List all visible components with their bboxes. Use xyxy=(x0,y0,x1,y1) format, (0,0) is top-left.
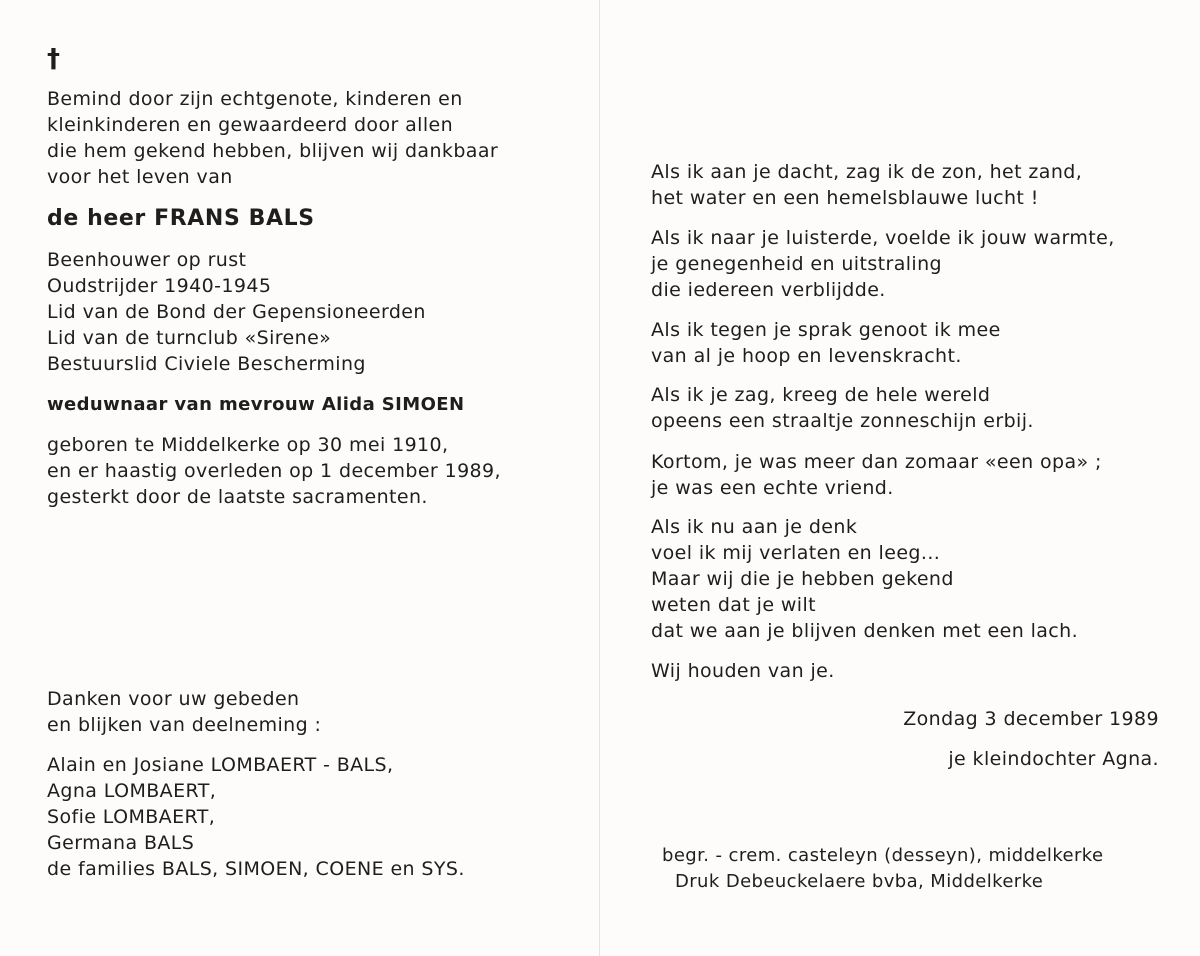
closing-date: Zondag 3 december 1989 xyxy=(903,708,1159,730)
intro-line: Bemind door zijn echtgenote, kinderen en xyxy=(47,88,463,110)
intro-line: die hem gekend hebben, blijven wij dankbaar xyxy=(47,140,499,162)
signature: je kleindochter Agna. xyxy=(948,748,1159,770)
family-line: Germana BALS xyxy=(47,832,195,854)
poem-line: die iedereen verblijdde. xyxy=(651,279,886,301)
poem-line: Als ik tegen je sprak genoot ik mee xyxy=(651,319,1001,341)
card-fold-line xyxy=(599,0,600,956)
poem-line: het water en een hemelsblauwe lucht ! xyxy=(651,187,1039,209)
poem-line: je was een echte vriend. xyxy=(651,477,894,499)
family-line: Sofie LOMBAERT, xyxy=(47,806,216,828)
family-line: de families BALS, SIMOEN, COENE en SYS. xyxy=(47,858,465,880)
poem-line: Als ik aan je dacht, zag ik de zon, het zand, xyxy=(651,161,1083,183)
widower-line: weduwnaar van mevrouw Alida SIMOEN xyxy=(47,394,465,415)
printer-line: begr. - crem. casteleyn (desseyn), middelkerke xyxy=(662,845,1104,866)
poem-line: weten dat je wilt xyxy=(651,594,816,616)
printer-line: Druk Debeuckelaere bvba, Middelkerke xyxy=(675,871,1044,892)
life-line: en er haastig overleden op 1 december 1989, xyxy=(47,460,501,482)
poem-line: van al je hoop en levenskracht. xyxy=(651,345,962,367)
poem-line: Als ik je zag, kreeg de hele wereld xyxy=(651,384,991,406)
role-line: Lid van de turnclub «Sirene» xyxy=(47,327,332,349)
poem-line: Kortom, je was meer dan zomaar «een opa» ; xyxy=(651,451,1102,473)
cross-symbol: † xyxy=(47,44,61,74)
life-line: geboren te Middelkerke op 30 mei 1910, xyxy=(47,434,449,456)
intro-line: voor het leven van xyxy=(47,166,233,188)
role-line: Oudstrijder 1940-1945 xyxy=(47,275,272,297)
role-line: Beenhouwer op rust xyxy=(47,249,247,271)
intro-line: kleinkinderen en gewaardeerd door allen xyxy=(47,114,454,136)
thanks-line: en blijken van deelneming : xyxy=(47,714,322,736)
poem-line: je genegenheid en uitstraling xyxy=(651,253,942,275)
role-line: Lid van de Bond der Gepensioneerden xyxy=(47,301,426,323)
poem-line: Als ik nu aan je denk xyxy=(651,516,858,538)
role-line: Bestuurslid Civiele Bescherming xyxy=(47,353,366,375)
family-line: Alain en Josiane LOMBAERT - BALS, xyxy=(47,754,394,776)
poem-line: Als ik naar je luisterde, voelde ik jouw warmte, xyxy=(651,227,1115,249)
poem-line: opeens een straaltje zonneschijn erbij. xyxy=(651,410,1034,432)
deceased-name: de heer FRANS BALS xyxy=(47,206,315,231)
thanks-line: Danken voor uw gebeden xyxy=(47,688,300,710)
poem-line: Wij houden van je. xyxy=(651,660,835,682)
poem-line: dat we aan je blijven denken met een lach. xyxy=(651,620,1079,642)
poem-line: Maar wij die je hebben gekend xyxy=(651,568,954,590)
life-line: gesterkt door de laatste sacramenten. xyxy=(47,486,428,508)
family-line: Agna LOMBAERT, xyxy=(47,780,217,802)
poem-line: voel ik mij verlaten en leeg... xyxy=(651,542,941,564)
